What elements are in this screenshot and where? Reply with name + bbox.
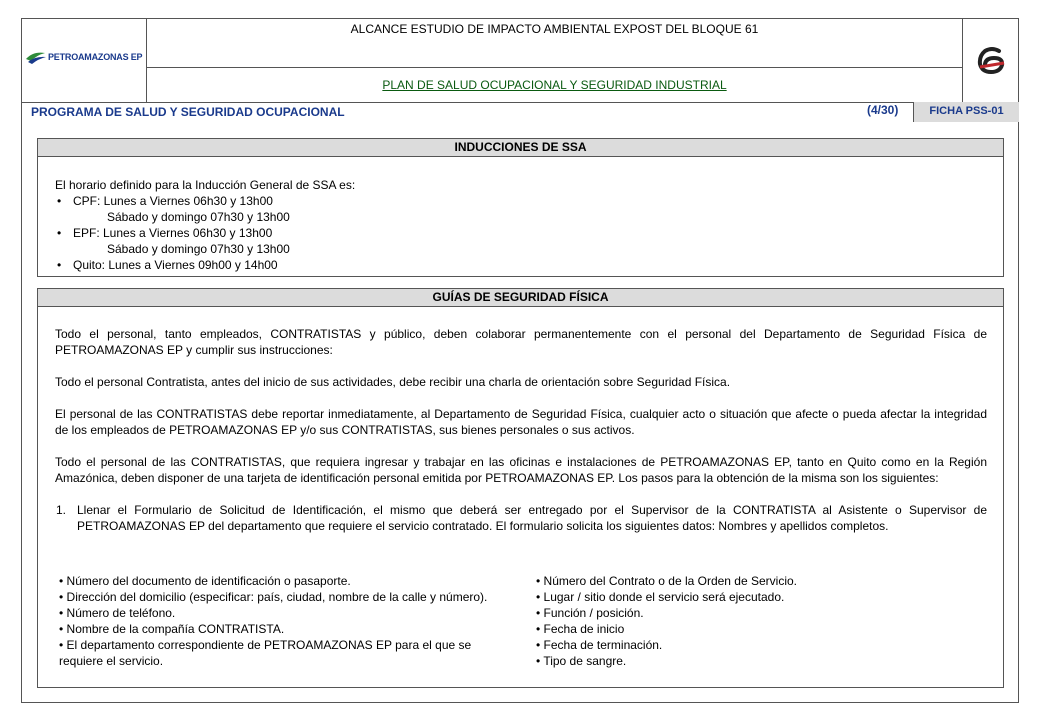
inducciones-section xyxy=(37,138,1004,277)
paragraph-1: Todo el personal, tanto empleados, CONTRATISTAS y público, deben colaborar permanentemente con el personal del Departamento de Seguridad Física de PETROAMAZONAS EP y cumplir sus instrucciones: xyxy=(55,327,987,357)
epf-weekend: Sábado y domingo 07h30 y 13h00 xyxy=(107,242,290,256)
list-item: • Número de teléfono. xyxy=(59,606,176,620)
title-cell xyxy=(147,18,963,68)
right-list xyxy=(536,573,976,669)
list-item: • Dirección del domicilio (especificar: país, ciudad, nombre de la calle y número). xyxy=(59,590,488,604)
list-item: • Fecha de terminación. xyxy=(536,638,663,652)
list-item: • Número del documento de identificación o pasaporte. xyxy=(59,574,351,588)
list-item: • Lugar / sitio donde el servicio será ejecutado. xyxy=(536,590,785,604)
list-item: • Función / posición. xyxy=(536,606,644,620)
emblem-icon xyxy=(975,46,1009,76)
section-heading: INDUCCIONES DE SSA xyxy=(38,139,1003,157)
cpf-schedule: • CPF: Lunes a Viernes 06h30 y 13h00 xyxy=(55,193,955,209)
step-1 xyxy=(55,502,987,534)
company-name: PETROAMAZONAS EP xyxy=(48,52,143,62)
list-item: • Fecha de inicio xyxy=(536,622,625,636)
paragraph-2: Todo el personal Contratista, antes del inicio de sus actividades, debe recibir una charla de orientación sobre Seguridad Física. xyxy=(55,375,731,389)
page-counter: (4/30) xyxy=(867,103,899,117)
document-title: ALCANCE ESTUDIO DE IMPACTO AMBIENTAL EXPOST DEL BLOQUE 61 xyxy=(350,22,759,36)
program-row xyxy=(21,102,1019,122)
list-item: • Número del Contrato o de la Orden de Servicio. xyxy=(536,574,797,588)
paragraph-4: Todo el personal de las CONTRATISTAS, que requiera ingresar y trabajar en las oficinas e instalaciones de PETROAMAZONAS EP, tanto en Quito como en la Región Amazónica, deben disponer de una tarjeta de identificación personal emitida por PETROAMAZONAS EP. Los pasos para la obtención de la misma son los siguientes: xyxy=(55,455,987,485)
logo-cell xyxy=(21,18,147,102)
paragraph-3: El personal de las CONTRATISTAS debe reportar inmediatamente, al Departamento de Seguridad Física, cualquier acto o situación que afecte o pueda afectar la integridad de los empleados de PETROAMAZONAS EP y/o sus CONTRATISTAS, sus bienes personales o sus activos. xyxy=(55,407,987,437)
guias-section xyxy=(37,288,1004,688)
company-logo xyxy=(25,50,145,66)
program-title: PROGRAMA DE SALUD Y SEGURIDAD OCUPACIONAL xyxy=(31,105,345,119)
emblem-cell xyxy=(963,18,1019,102)
section-heading: GUÍAS DE SEGURIDAD FÍSICA xyxy=(38,289,1003,307)
epf-schedule: • EPF: Lunes a Viernes 06h30 y 13h00 xyxy=(55,225,955,241)
inducciones-intro: El horario definido para la Inducción General de SSA es: xyxy=(55,178,356,192)
step-1-text: Llenar el Formulario de Solicitud de Identificación, el mismo que deberá ser entregado por el Supervisor de la CONTRATISTA al Asistente o Supervisor de PETROAMAZONAS EP del departamento que requiere el servicio contratado. El formulario solicita los siguientes datos: Nombres y apellidos completos. xyxy=(77,503,987,533)
quito-schedule: • Quito: Lunes a Viernes 09h00 y 14h00 xyxy=(55,257,955,273)
ficha-label: FICHA PSS-01 xyxy=(929,105,1004,117)
step-number: 1. xyxy=(56,503,67,517)
list-item: • Nombre de la compañía CONTRATISTA. xyxy=(59,622,285,636)
subtitle-cell xyxy=(147,68,963,102)
document-subtitle: PLAN DE SALUD OCUPACIONAL Y SEGURIDAD INDUSTRIAL xyxy=(382,78,727,92)
ficha-cell xyxy=(913,102,1019,122)
list-item: • El departamento correspondiente de PETROAMAZONAS EP para el que se requiere el servicio. xyxy=(59,638,472,668)
cpf-weekend: Sábado y domingo 07h30 y 13h00 xyxy=(107,210,290,224)
left-list xyxy=(59,573,499,669)
list-item: • Tipo de sangre. xyxy=(536,654,627,668)
leaf-icon xyxy=(25,51,47,65)
